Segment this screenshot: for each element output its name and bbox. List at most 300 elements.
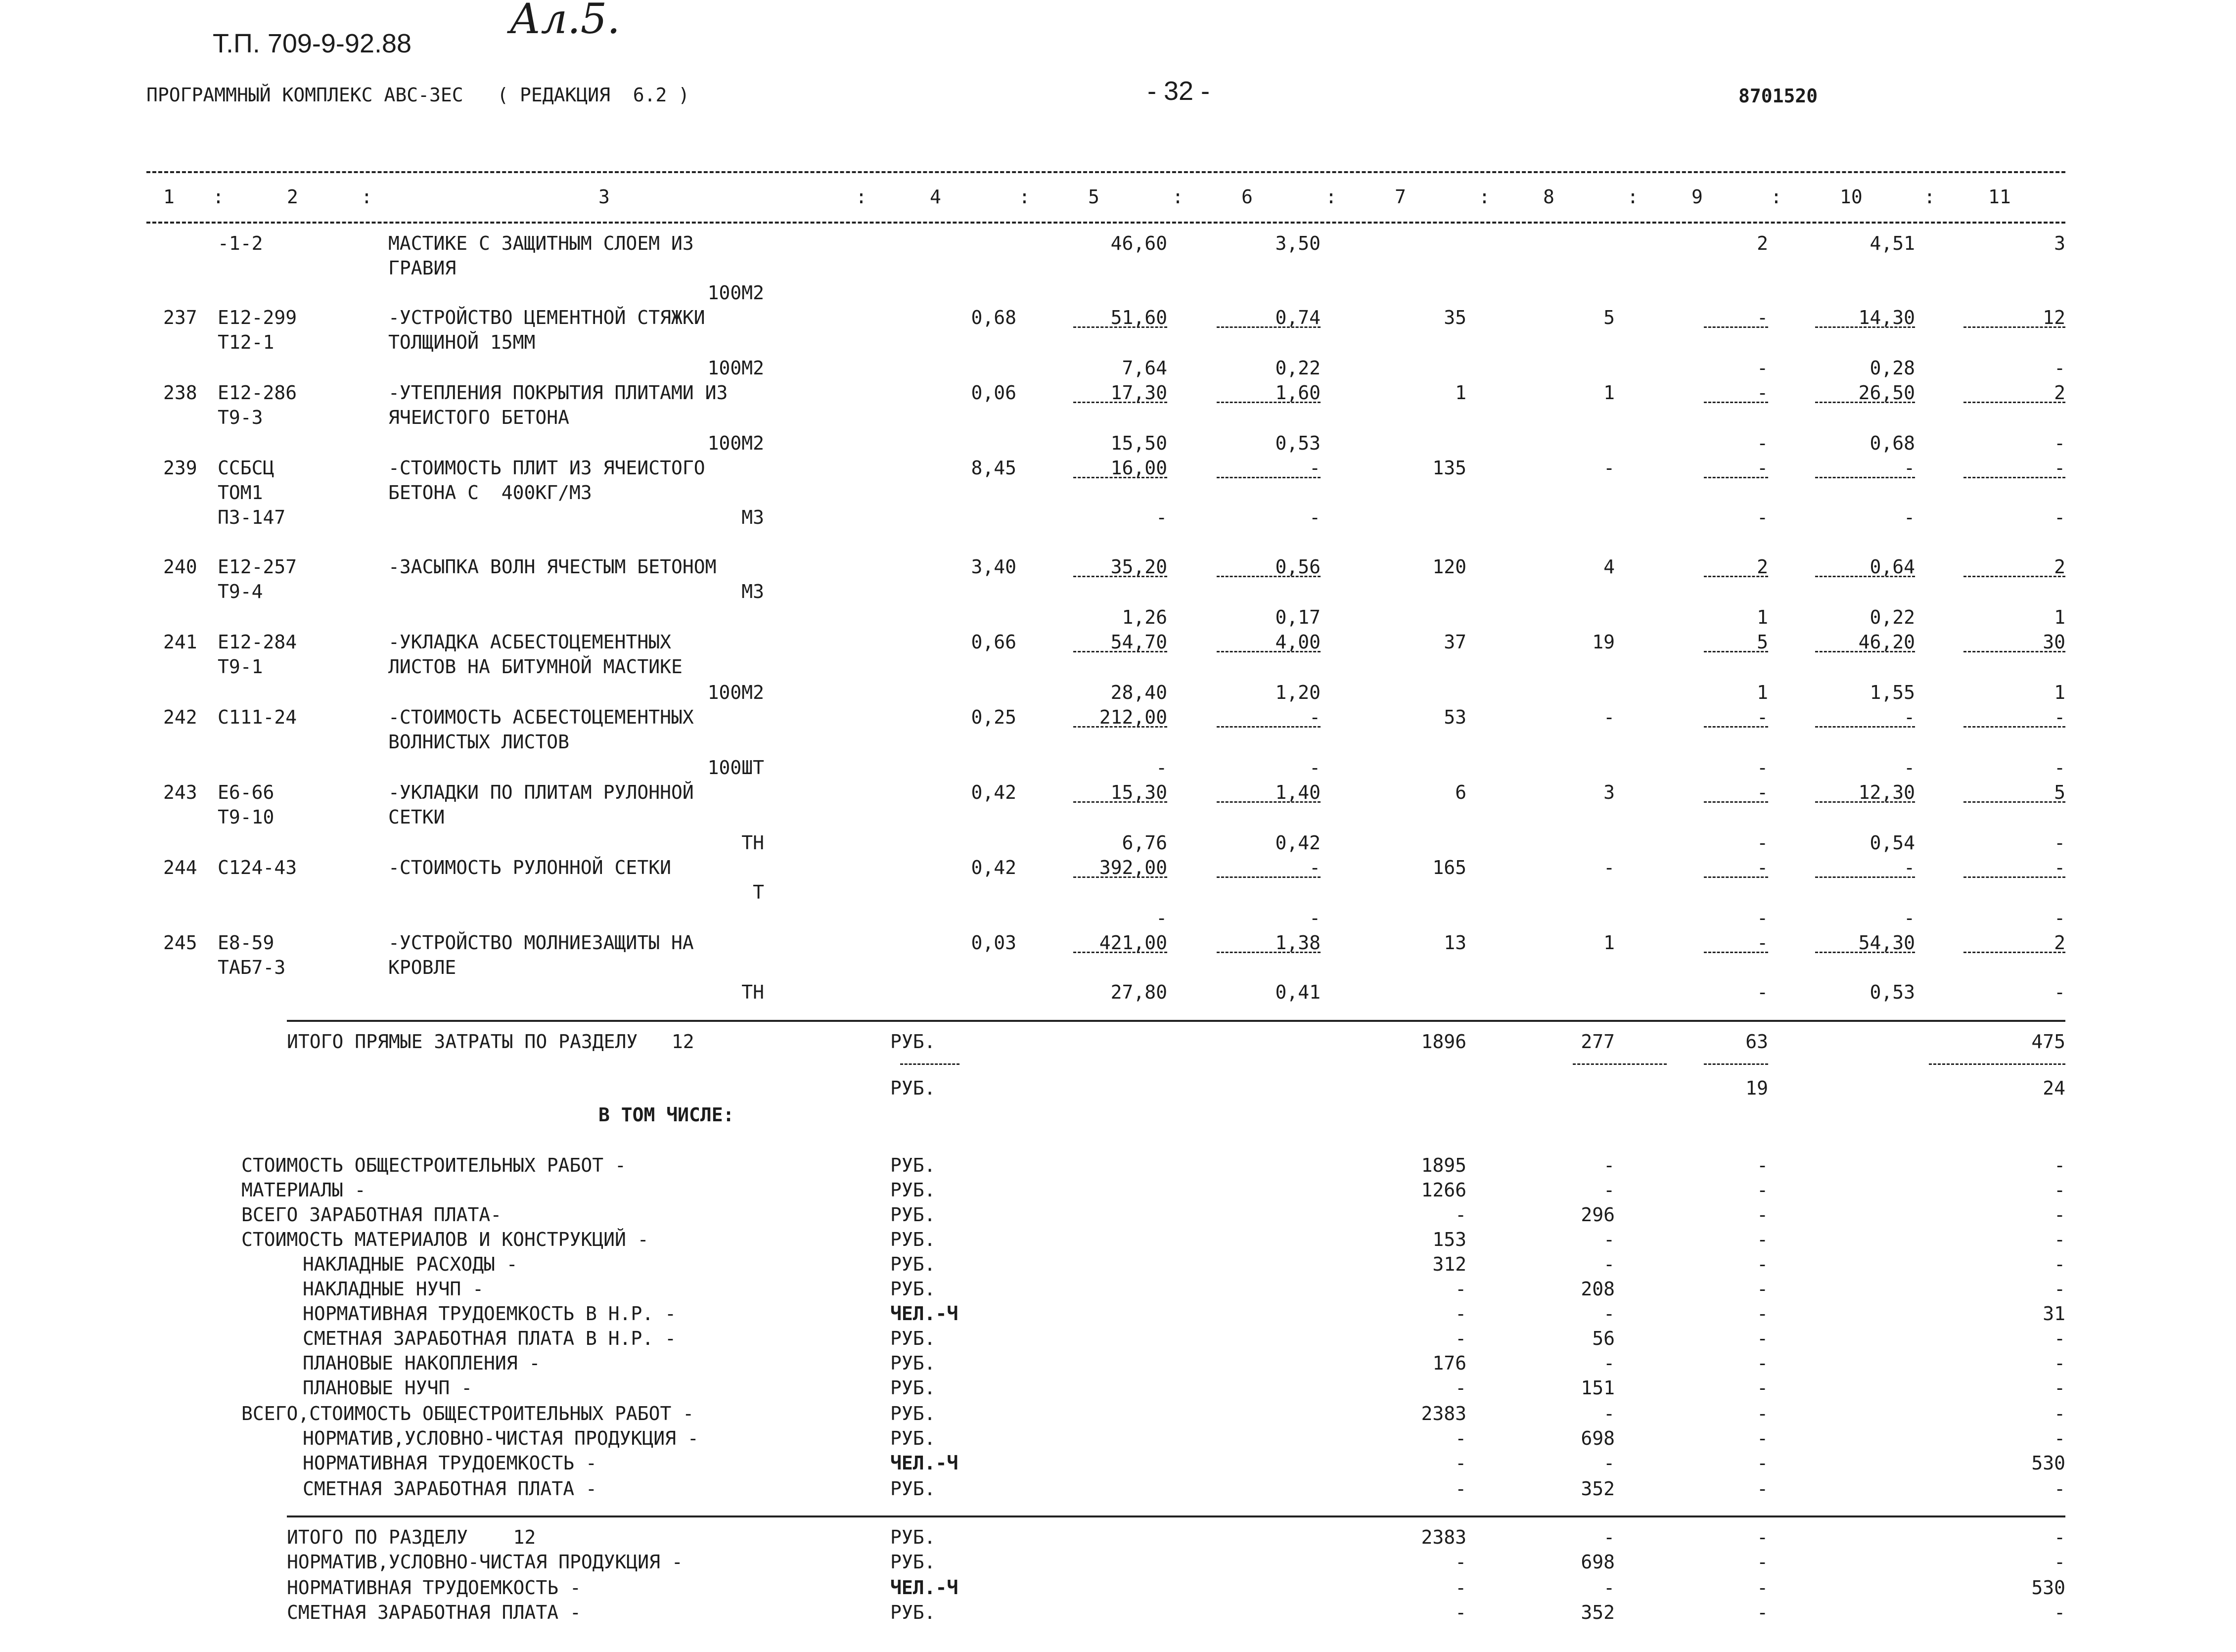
cell-underline xyxy=(1963,402,2065,403)
summary-unit: РУБ. xyxy=(890,1154,936,1176)
norm-code: Т9-4 xyxy=(218,581,263,602)
cell-c10: 0,53 xyxy=(1870,981,1915,1003)
summary-label: ВСЕГО,СТОИМОСТЬ ОБЩЕСТРОИТЕЛЬНЫХ РАБОТ - xyxy=(241,1403,694,1424)
cell-c9: - xyxy=(1757,706,1768,728)
summary-c9: - xyxy=(1757,1253,1768,1275)
cell-c4: 0,42 xyxy=(971,781,1016,803)
cell-c10: - xyxy=(1904,457,1915,479)
cell-c5: 15,50 xyxy=(1110,432,1167,454)
summary-unit: ЧЕЛ.-Ч xyxy=(890,1577,958,1599)
summary-c8: 56 xyxy=(1592,1328,1615,1349)
program-caption: ПРОГРАММНЫЙ КОМПЛЕКС АВС-3ЕС ( РЕДАКЦИЯ 6.2 ) xyxy=(146,84,690,106)
column-number: 8 xyxy=(1543,186,1554,208)
column-number: 1 xyxy=(163,186,175,208)
cell-underline xyxy=(1963,576,2065,577)
cell-underline xyxy=(1963,326,2065,328)
summary-label: СМЕТНАЯ ЗАРАБОТНАЯ ПЛАТА В Н.Р. - xyxy=(303,1328,676,1349)
norm-code: -1-2 xyxy=(218,232,263,254)
cell-c11: - xyxy=(2054,706,2065,728)
summary-label: ИТОГО ПРЯМЫЕ ЗАТРАТЫ ПО РАЗДЕЛУ 12 xyxy=(287,1031,694,1053)
cell-c10: 4,51 xyxy=(1870,232,1915,254)
cell-c6: - xyxy=(1309,907,1321,929)
work-description: ТОЛЩИНОЙ 15ММ xyxy=(388,331,536,353)
cell-c11: 12 xyxy=(2043,307,2065,328)
norm-code: Т9-10 xyxy=(218,806,274,828)
summary-label: НОРМАТИВНАЯ ТРУДОЕМКОСТЬ В Н.Р. - xyxy=(303,1303,676,1325)
cell-c4: 0,68 xyxy=(971,307,1016,328)
work-description: -СТОИМОСТЬ РУЛОННОЙ СЕТКИ xyxy=(388,857,671,878)
cell-underline xyxy=(1073,952,1167,953)
column-separator: : xyxy=(1627,186,1639,208)
cell-c5: 51,60 xyxy=(1110,307,1167,328)
summary-unit: РУБ. xyxy=(890,1179,936,1201)
work-description: СЕТКИ xyxy=(388,806,445,828)
cell-c8: 19 xyxy=(1592,631,1615,653)
summary-c11: - xyxy=(2054,1179,2065,1201)
cell-c10: 0,68 xyxy=(1870,432,1915,454)
summary-c11: - xyxy=(2054,1377,2065,1399)
work-description: ЯЧЕИСТОГО БЕТОНА xyxy=(388,407,570,428)
summary-unit: РУБ. xyxy=(890,1551,936,1573)
summary-c11: 31 xyxy=(2043,1303,2065,1325)
cell-underline xyxy=(1815,651,1915,652)
cell-underline xyxy=(1217,477,1321,478)
cell-c6: 0,74 xyxy=(1275,307,1321,328)
summary-unit: РУБ. xyxy=(890,1526,936,1548)
work-description: -СТОИМОСТЬ ПЛИТ ИЗ ЯЧЕИСТОГО xyxy=(388,457,705,479)
summary-c9: - xyxy=(1757,1352,1768,1374)
norm-code: Т9-1 xyxy=(218,656,263,678)
cell-c9: 1 xyxy=(1757,682,1768,703)
summary-underline xyxy=(900,1063,959,1065)
work-description: -УКЛАДКА АСБЕСТОЦЕМЕНТНЫХ xyxy=(388,631,671,653)
cell-c7: 165 xyxy=(1432,857,1466,878)
cell-c10: 12,30 xyxy=(1858,781,1915,803)
summary-label: СТОИМОСТЬ ОБЩЕСТРОИТЕЛЬНЫХ РАБОТ - xyxy=(241,1154,626,1176)
work-description: МАСТИКЕ С ЗАЩИТНЫМ СЛОЕМ ИЗ xyxy=(388,232,694,254)
cell-underline xyxy=(1704,651,1768,652)
summary-c7: 153 xyxy=(1432,1229,1466,1250)
cell-c10: 1,55 xyxy=(1870,682,1915,703)
norm-code: Т12-1 xyxy=(218,331,274,353)
summary-label: ПЛАНОВЫЕ НУЧП - xyxy=(303,1377,473,1399)
unit-of-measure: 100М2 xyxy=(707,282,764,304)
cell-c11: - xyxy=(2054,357,2065,379)
summary-c8: 698 xyxy=(1581,1427,1615,1449)
cell-c11: 5 xyxy=(2054,781,2065,803)
cell-c9: - xyxy=(1757,506,1768,528)
cell-c9: 2 xyxy=(1757,556,1768,578)
cell-c6: 4,00 xyxy=(1275,631,1321,653)
cell-underline xyxy=(1704,326,1768,328)
summary-c11: - xyxy=(2054,1427,2065,1449)
summary-c9: - xyxy=(1757,1478,1768,1500)
cell-c10: - xyxy=(1904,757,1915,779)
norm-code: Е12-257 xyxy=(218,556,297,578)
cell-c11: - xyxy=(2054,432,2065,454)
unit-of-measure: ТН xyxy=(741,981,764,1003)
summary-label: ПЛАНОВЫЕ НАКОПЛЕНИЯ - xyxy=(303,1352,541,1374)
cell-c6: - xyxy=(1309,457,1321,479)
cell-underline xyxy=(1963,477,2065,478)
unit-of-measure: 100М2 xyxy=(707,432,764,454)
summary-label: СМЕТНАЯ ЗАРАБОТНАЯ ПЛАТА - xyxy=(303,1478,597,1500)
totals-rule xyxy=(287,1020,2065,1022)
cell-underline xyxy=(1815,726,1915,728)
summary-c7: - xyxy=(1455,1377,1466,1399)
norm-code: ТОМ1 xyxy=(218,482,263,504)
unit-of-measure: Т xyxy=(753,881,764,903)
cell-c11: - xyxy=(2054,832,2065,854)
summary-c11: - xyxy=(2054,1352,2065,1374)
summary-c7: 2383 xyxy=(1421,1403,1466,1424)
summary-c11: - xyxy=(2054,1229,2065,1250)
row-number: 239 xyxy=(163,457,197,479)
cell-c9: 5 xyxy=(1757,631,1768,653)
cell-c10: - xyxy=(1904,907,1915,929)
row-number: 241 xyxy=(163,631,197,653)
cell-c9: - xyxy=(1757,832,1768,854)
norm-code: Е8-59 xyxy=(218,932,274,954)
cell-c11: 2 xyxy=(2054,932,2065,954)
cell-c8: 1 xyxy=(1603,382,1615,404)
summary-c7: - xyxy=(1455,1278,1466,1300)
summary-c9: - xyxy=(1757,1551,1768,1573)
unit-of-measure: М3 xyxy=(741,581,764,602)
cell-underline xyxy=(1704,402,1768,403)
summary-c11: 24 xyxy=(2043,1077,2065,1099)
cell-c7: 120 xyxy=(1432,556,1466,578)
summary-c11: - xyxy=(2054,1204,2065,1226)
document-number: 8701520 xyxy=(1738,85,1818,107)
summary-heading: В ТОМ ЧИСЛЕ: xyxy=(598,1104,734,1126)
work-description: БЕТОНА С 400КГ/М3 xyxy=(388,482,592,504)
cell-c6: 3,50 xyxy=(1275,232,1321,254)
cell-c8: - xyxy=(1603,857,1615,878)
cell-underline xyxy=(1073,651,1167,652)
summary-c7: - xyxy=(1455,1452,1466,1474)
unit-of-measure: М3 xyxy=(741,506,764,528)
cell-underline xyxy=(1073,726,1167,728)
summary-c11: - xyxy=(2054,1478,2065,1500)
summary-label: СТОИМОСТЬ МАТЕРИАЛОВ И КОНСТРУКЦИЙ - xyxy=(241,1229,649,1250)
column-number: 6 xyxy=(1241,186,1253,208)
work-description: ГРАВИЯ xyxy=(388,257,456,279)
project-code: Т.П. 709-9-92.88 xyxy=(213,29,412,58)
cell-c10: 0,22 xyxy=(1870,606,1915,628)
cell-underline xyxy=(1963,801,2065,803)
summary-c7: - xyxy=(1455,1303,1466,1325)
norm-code: ТАБ7-3 xyxy=(218,957,286,978)
summary-c9: - xyxy=(1757,1328,1768,1349)
cell-underline xyxy=(1963,952,2065,953)
work-description: -УКЛАДКИ ПО ПЛИТАМ РУЛОННОЙ xyxy=(388,781,694,803)
header-top-rule xyxy=(146,171,2065,173)
cell-c5: 6,76 xyxy=(1122,832,1167,854)
cell-c5: - xyxy=(1156,757,1167,779)
cell-c7: 37 xyxy=(1444,631,1466,653)
unit-of-measure: ТН xyxy=(741,832,764,854)
cell-c6: 0,22 xyxy=(1275,357,1321,379)
cell-c6: 1,38 xyxy=(1275,932,1321,954)
row-number: 244 xyxy=(163,857,197,878)
column-separator: : xyxy=(1019,186,1030,208)
cell-c6: - xyxy=(1309,757,1321,779)
summary-c9: 19 xyxy=(1745,1077,1768,1099)
summary-label: МАТЕРИАЛЫ - xyxy=(241,1179,366,1201)
column-separator: : xyxy=(1325,186,1337,208)
column-number: 11 xyxy=(1988,186,2011,208)
work-description: ВОЛНИСТЫХ ЛИСТОВ xyxy=(388,731,570,753)
cell-underline xyxy=(1815,876,1915,878)
cell-c9: - xyxy=(1757,757,1768,779)
column-number: 10 xyxy=(1840,186,1863,208)
cell-c10: - xyxy=(1904,506,1915,528)
cell-c6: 1,60 xyxy=(1275,382,1321,404)
work-description: -УСТРОЙСТВО МОЛНИЕЗАЩИТЫ НА xyxy=(388,932,694,954)
summary-c7: 312 xyxy=(1432,1253,1466,1275)
norm-code: П3-147 xyxy=(218,506,286,528)
cell-c9: - xyxy=(1757,932,1768,954)
summary-c9: - xyxy=(1757,1179,1768,1201)
norm-code: С124-43 xyxy=(218,857,297,878)
summary-label: НАКЛАДНЫЕ НУЧП - xyxy=(303,1278,484,1300)
cell-c4: 0,03 xyxy=(971,932,1016,954)
cell-underline xyxy=(1217,726,1321,728)
cell-underline xyxy=(1815,801,1915,803)
column-separator: : xyxy=(213,186,224,208)
summary-c11: - xyxy=(2054,1403,2065,1424)
summary-c7: 1266 xyxy=(1421,1179,1466,1201)
column-separator: : xyxy=(856,186,867,208)
cell-c10: 0,54 xyxy=(1870,832,1915,854)
summary-c9: - xyxy=(1757,1452,1768,1474)
cell-c9: 1 xyxy=(1757,606,1768,628)
norm-code: С111-24 xyxy=(218,706,297,728)
cell-c10: 46,20 xyxy=(1858,631,1915,653)
cell-c7: 13 xyxy=(1444,932,1466,954)
cell-c4: 3,40 xyxy=(971,556,1016,578)
unit-of-measure: 100ШТ xyxy=(707,757,764,779)
summary-unit: ЧЕЛ.-Ч xyxy=(890,1452,958,1474)
section-totals-rule xyxy=(287,1515,2065,1517)
cell-c6: 0,56 xyxy=(1275,556,1321,578)
cell-c9: 2 xyxy=(1757,232,1768,254)
summary-c9: - xyxy=(1757,1427,1768,1449)
summary-c8: 352 xyxy=(1581,1478,1615,1500)
cell-c5: 54,70 xyxy=(1110,631,1167,653)
summary-unit: РУБ. xyxy=(890,1328,936,1349)
summary-c8: 698 xyxy=(1581,1551,1615,1573)
cell-c10: 0,28 xyxy=(1870,357,1915,379)
norm-code: Е12-286 xyxy=(218,382,297,404)
work-description: -УСТРОЙСТВО ЦЕМЕНТНОЙ СТЯЖКИ xyxy=(388,307,705,328)
cell-c10: - xyxy=(1904,706,1915,728)
cell-c5: 27,80 xyxy=(1110,981,1167,1003)
cell-c4: 8,45 xyxy=(971,457,1016,479)
summary-c9: - xyxy=(1757,1278,1768,1300)
cell-c7: 135 xyxy=(1432,457,1466,479)
summary-unit: РУБ. xyxy=(890,1403,936,1424)
summary-c9: - xyxy=(1757,1403,1768,1424)
cell-c9: - xyxy=(1757,457,1768,479)
cell-c9: - xyxy=(1757,432,1768,454)
column-number: 5 xyxy=(1088,186,1099,208)
summary-unit: ЧЕЛ.-Ч xyxy=(890,1303,958,1325)
summary-unit: РУБ. xyxy=(890,1352,936,1374)
cell-c11: 1 xyxy=(2054,682,2065,703)
cell-c5: 7,64 xyxy=(1122,357,1167,379)
summary-c11: - xyxy=(2054,1551,2065,1573)
cell-c8: 5 xyxy=(1603,307,1615,328)
summary-unit: РУБ. xyxy=(890,1204,936,1226)
cell-c9: - xyxy=(1757,981,1768,1003)
cell-c6: 1,40 xyxy=(1275,781,1321,803)
row-number: 238 xyxy=(163,382,197,404)
column-separator: : xyxy=(1479,186,1490,208)
summary-c8: 151 xyxy=(1581,1377,1615,1399)
cell-c11: - xyxy=(2054,757,2065,779)
cell-c9: - xyxy=(1757,857,1768,878)
cell-c5: 1,26 xyxy=(1122,606,1167,628)
summary-underline xyxy=(1573,1063,1667,1065)
cell-underline xyxy=(1217,326,1321,328)
cell-c5: - xyxy=(1156,506,1167,528)
summary-c11: 530 xyxy=(2031,1577,2065,1599)
cell-c10: 54,30 xyxy=(1858,932,1915,954)
norm-code: ССБСЦ xyxy=(218,457,274,479)
summary-underline xyxy=(1704,1063,1768,1065)
summary-c8: 208 xyxy=(1581,1278,1615,1300)
cell-c11: 2 xyxy=(2054,556,2065,578)
summary-c9: 63 xyxy=(1745,1031,1768,1053)
cell-c6: 0,17 xyxy=(1275,606,1321,628)
summary-c7: 1895 xyxy=(1421,1154,1466,1176)
cell-c8: 4 xyxy=(1603,556,1615,578)
cell-c6: - xyxy=(1309,706,1321,728)
cell-c6: 0,53 xyxy=(1275,432,1321,454)
cell-c5: 28,40 xyxy=(1110,682,1167,703)
cell-c11: - xyxy=(2054,907,2065,929)
summary-c11: - xyxy=(2054,1328,2065,1349)
summary-c7: - xyxy=(1455,1427,1466,1449)
cell-underline xyxy=(1704,726,1768,728)
cell-c7: 1 xyxy=(1455,382,1466,404)
cell-c4: 0,25 xyxy=(971,706,1016,728)
row-number: 237 xyxy=(163,307,197,328)
cell-c4: 0,42 xyxy=(971,857,1016,878)
cell-c10: 14,30 xyxy=(1858,307,1915,328)
work-description: ЛИСТОВ НА БИТУМНОЙ МАСТИКЕ xyxy=(388,656,683,678)
summary-label: СМЕТНАЯ ЗАРАБОТНАЯ ПЛАТА - xyxy=(287,1602,581,1623)
cell-c8: - xyxy=(1603,706,1615,728)
cell-c8: 3 xyxy=(1603,781,1615,803)
summary-c8: - xyxy=(1603,1253,1615,1275)
work-description: КРОВЛЕ xyxy=(388,957,456,978)
cell-underline xyxy=(1217,402,1321,403)
cell-c11: 2 xyxy=(2054,382,2065,404)
cell-underline xyxy=(1963,876,2065,878)
summary-c7: 1896 xyxy=(1421,1031,1466,1053)
column-number: 3 xyxy=(598,186,610,208)
cell-underline xyxy=(1073,326,1167,328)
summary-c8: - xyxy=(1603,1526,1615,1548)
cell-c6: 1,20 xyxy=(1275,682,1321,703)
summary-c9: - xyxy=(1757,1377,1768,1399)
cell-underline xyxy=(1704,876,1768,878)
row-number: 242 xyxy=(163,706,197,728)
cell-underline xyxy=(1073,576,1167,577)
norm-code: Т9-3 xyxy=(218,407,263,428)
cell-c5: 15,30 xyxy=(1110,781,1167,803)
column-number: 9 xyxy=(1691,186,1703,208)
cell-underline xyxy=(1073,801,1167,803)
cell-c11: 3 xyxy=(2054,232,2065,254)
cell-underline xyxy=(1815,402,1915,403)
summary-label: ВСЕГО ЗАРАБОТНАЯ ПЛАТА- xyxy=(241,1204,502,1226)
summary-c11: 530 xyxy=(2031,1452,2065,1474)
cell-c9: - xyxy=(1757,907,1768,929)
cell-underline xyxy=(1217,651,1321,652)
summary-unit: РУБ. xyxy=(890,1229,936,1250)
work-description: -УТЕПЛЕНИЯ ПОКРЫТИЯ ПЛИТАМИ ИЗ xyxy=(388,382,728,404)
cell-c11: - xyxy=(2054,457,2065,479)
cell-underline xyxy=(1704,576,1768,577)
cell-underline xyxy=(1217,876,1321,878)
cell-underline xyxy=(1217,576,1321,577)
column-number: 4 xyxy=(930,186,941,208)
summary-c11: - xyxy=(2054,1253,2065,1275)
summary-c9: - xyxy=(1757,1577,1768,1599)
norm-code: Е12-284 xyxy=(218,631,297,653)
column-separator: : xyxy=(361,186,372,208)
summary-c11: - xyxy=(2054,1526,2065,1548)
cell-c8: 1 xyxy=(1603,932,1615,954)
summary-label: НОРМАТИВ,УСЛОВНО-ЧИСТАЯ ПРОДУКЦИЯ - xyxy=(287,1551,683,1573)
summary-c8: 296 xyxy=(1581,1204,1615,1226)
summary-label: НОРМАТИВНАЯ ТРУДОЕМКОСТЬ - xyxy=(287,1577,581,1599)
cell-c5: 421,00 xyxy=(1099,932,1167,954)
cell-c5: - xyxy=(1156,907,1167,929)
summary-label: НОРМАТИВНАЯ ТРУДОЕМКОСТЬ - xyxy=(303,1452,597,1474)
cell-underline xyxy=(1073,402,1167,403)
summary-unit: РУБ. xyxy=(890,1377,936,1399)
cell-c10: 0,64 xyxy=(1870,556,1915,578)
cell-c7: 35 xyxy=(1444,307,1466,328)
cell-underline xyxy=(1217,801,1321,803)
summary-c7: - xyxy=(1455,1478,1466,1500)
column-separator: : xyxy=(1924,186,1935,208)
summary-c9: - xyxy=(1757,1602,1768,1623)
album-number: Ал.5. xyxy=(509,0,620,43)
summary-c7: 176 xyxy=(1432,1352,1466,1374)
summary-c8: - xyxy=(1603,1303,1615,1325)
cell-c9: - xyxy=(1757,357,1768,379)
unit-of-measure: 100М2 xyxy=(707,682,764,703)
cell-c7: 6 xyxy=(1455,781,1466,803)
column-number: 7 xyxy=(1395,186,1406,208)
cell-c10: - xyxy=(1904,857,1915,878)
cell-c9: - xyxy=(1757,307,1768,328)
summary-underline xyxy=(1929,1063,2065,1065)
cell-underline xyxy=(1704,801,1768,803)
cell-c6: 0,42 xyxy=(1275,832,1321,854)
row-number: 240 xyxy=(163,556,197,578)
cell-c9: - xyxy=(1757,382,1768,404)
cell-underline xyxy=(1073,477,1167,478)
cell-c11: - xyxy=(2054,857,2065,878)
cell-underline xyxy=(1704,952,1768,953)
